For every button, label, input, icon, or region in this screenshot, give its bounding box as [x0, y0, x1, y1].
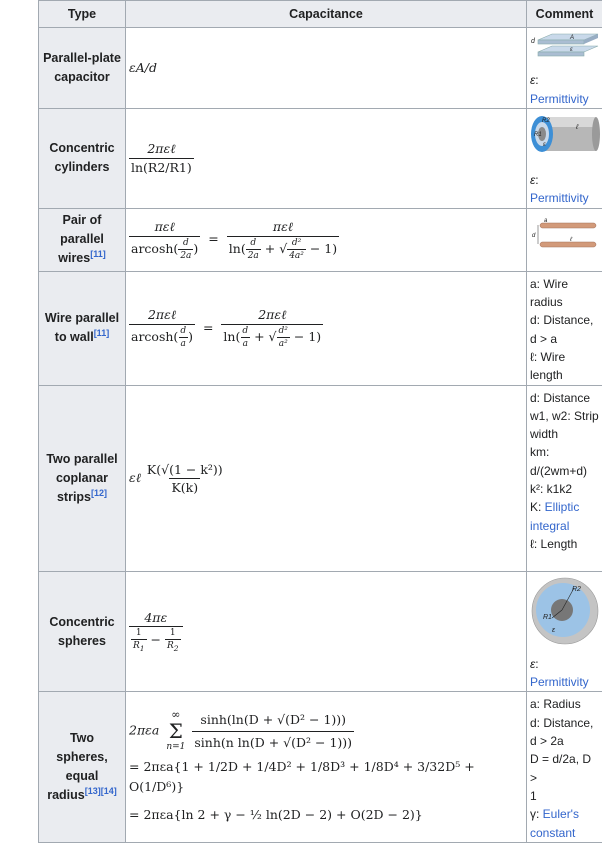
comment-line: a: Radius [530, 695, 599, 713]
comment-line: D = d/2a, D > [530, 750, 599, 787]
table-row [39, 692, 602, 842]
formula: 2πεℓ arcosh( $\frac{d}{a}$ ) = 2πεℓ ln( $\frac{d}{a}$ + √ $\frac{\text{d²}}{\text{a²}}$ − 1) [129, 320, 323, 335]
formula-numerator: K(√(1 − k²)) [145, 462, 225, 478]
type-label: Two spheres, [56, 731, 107, 764]
row-type-cell [39, 208, 126, 271]
type-label: cylinders [55, 160, 110, 174]
formula-numerator: 2πεℓ [256, 307, 288, 324]
comment-line: d > a [530, 330, 599, 348]
table-row [39, 571, 602, 692]
formula-denominator: K(k) [169, 478, 200, 495]
formula: εA/d [129, 60, 157, 75]
svg-text:R1: R1 [543, 614, 552, 621]
svg-text:R1: R1 [534, 132, 542, 138]
permittivity-link[interactable]: Permittivity [530, 191, 589, 205]
eulers-constant-link[interactable]: constant [530, 824, 599, 842]
formula: 4πε $\frac{1}{R_1}$ − $\frac{1}{R_2}$ [129, 610, 183, 653]
header-type: Type [39, 1, 126, 28]
formula-cell [126, 28, 527, 109]
formula-numerator: πεℓ [153, 219, 177, 236]
svg-text:ε: ε [552, 627, 556, 634]
table-row [39, 385, 602, 571]
svg-text:ℓ: ℓ [575, 124, 579, 131]
row-type-cell [39, 571, 126, 692]
comment-cell [527, 385, 602, 571]
type-label: Concentric [49, 615, 114, 629]
comment-line: a: Wire radius [530, 275, 599, 312]
elliptic-integral-link[interactable]: Elliptic [545, 500, 580, 514]
label-eps: ε [570, 47, 573, 53]
comment-cell [527, 271, 602, 385]
formula [129, 470, 225, 485]
type-label: Pair of parallel [60, 213, 104, 246]
comment-line: K: [530, 500, 545, 514]
formula-prefix: εℓ [129, 470, 141, 485]
formula-cell [126, 692, 527, 842]
table-row [39, 208, 602, 271]
formula-numerator: 2πεℓ [145, 141, 177, 158]
type-label: radius [47, 788, 85, 802]
formula-cell [126, 208, 527, 271]
comment-symbol: ε [530, 657, 535, 671]
formula-numerator: 4πε [142, 610, 169, 626]
formula-numerator: sinh(ln(D + √(D² − 1))) [198, 710, 348, 731]
row-type-cell [39, 28, 126, 109]
permittivity-link[interactable]: Permittivity [530, 92, 589, 106]
header-comment: Comment [527, 1, 602, 28]
formula-denominator: arcosh [131, 241, 173, 256]
formula-prefix: 2πεa [129, 723, 159, 738]
type-label: Two parallel [46, 452, 117, 466]
comment-cell [527, 692, 602, 842]
formula-denominator: arcosh [131, 329, 173, 344]
comment-line: d: Distance, [530, 311, 599, 329]
formula-line: = 2πεa{1 + 1/2D + 1/4D² + 1/8D³ + 1/8D⁴ + 3/32D⁵ + O(1/D⁶)} [129, 757, 523, 797]
comment-line: d: Distance, [530, 714, 599, 732]
type-label: Parallel-plate [43, 51, 121, 65]
row-type-cell [39, 271, 126, 385]
formula-line: 2πεa ∞ Σ n=1 $\frac{\text{sinh(ln(D + √(D² − 1)))}}{\text{sinh(n ln(D + √(D² − 1)))}}$ [129, 709, 523, 753]
svg-text:ε: ε [543, 142, 546, 148]
comment-line: 1 [530, 787, 599, 805]
reference-link[interactable]: [11] [90, 249, 106, 259]
type-label: Concentric [49, 141, 114, 155]
formula-cell [126, 571, 527, 692]
row-type-cell [39, 385, 126, 571]
type-label: Wire parallel [45, 311, 119, 325]
reference-link[interactable]: [11] [94, 328, 110, 338]
type-label: capacitor [54, 70, 110, 84]
svg-text:ℓ: ℓ [569, 236, 573, 243]
table-header-row [39, 1, 602, 28]
formula-numerator: πεℓ [271, 219, 295, 236]
type-label: wires [58, 251, 90, 265]
row-type-cell [39, 108, 126, 208]
type-label: coplanar [56, 471, 108, 485]
reference-link[interactable]: [12] [91, 487, 107, 497]
type-label: spheres [58, 634, 106, 648]
formula-denominator: ln(R2/R1) [129, 158, 194, 175]
parallel-plate-image [530, 32, 600, 60]
formula-denominator: ln [223, 329, 235, 344]
formula: πεℓ arcosh( $\frac{d}{2a}$ ) = πεℓ ln( $\frac{d}{2a}$ + √ $\frac{\text{d²}}{\text{4a²}}$ − 1) [129, 231, 339, 246]
svg-text:d: d [532, 233, 536, 239]
formula-cell [126, 385, 527, 571]
table-row [39, 271, 602, 385]
formula-line: = 2πεa{ln 2 + γ − ½ ln(2D − 2) + O(2D − 2)} [129, 805, 523, 825]
label-d: d [531, 38, 536, 45]
comment-line: ℓ: Length [530, 535, 599, 553]
comment-symbol: ε [530, 73, 535, 87]
comment-symbol: ε [530, 173, 535, 187]
formula-numerator: 2πεℓ [146, 307, 178, 324]
eulers-constant-link[interactable]: Euler's [543, 807, 579, 821]
concentric-cylinders-image [530, 113, 600, 155]
table-row [39, 28, 602, 109]
comment-line: ℓ: Wire [530, 348, 599, 366]
svg-text:R2: R2 [572, 586, 581, 593]
formula-denominator: ln [229, 241, 241, 256]
type-label: strips [57, 490, 91, 504]
permittivity-link[interactable]: Permittivity [530, 675, 589, 689]
type-label: to wall [55, 330, 94, 344]
comment-cell: R2 R1 ε ε: Permittivity [527, 571, 602, 692]
comment-line: d > 2a [530, 732, 599, 750]
type-label: equal [66, 769, 99, 783]
comment-cell: R2 R1 ε ℓ ε: Permittivity [527, 108, 602, 208]
comment-line: γ: [530, 807, 543, 821]
formula-denominator: sinh(n ln(D + √(D² − 1))) [192, 731, 354, 753]
svg-text:a: a [544, 218, 548, 224]
concentric-spheres-image [530, 576, 600, 646]
comment-line: length [530, 366, 599, 384]
comment-line: d: Distance [530, 389, 599, 407]
formula-cell [126, 108, 527, 208]
comment-line: width [530, 425, 599, 443]
elliptic-integral-link[interactable]: integral [530, 517, 599, 535]
comment-cell [527, 208, 602, 271]
comment-line: k²: k1k2 [530, 480, 599, 498]
reference-link[interactable]: [13][14] [85, 786, 117, 796]
comment-line: d/(2wm+d) [530, 462, 599, 480]
label-a: A [569, 35, 574, 41]
row-type-cell [39, 692, 126, 842]
header-capacitance: Capacitance [126, 1, 527, 28]
parallel-wires-image [530, 213, 600, 257]
comment-line: w1, w2: Strip [530, 407, 599, 425]
formula [129, 141, 194, 175]
table-row [39, 108, 602, 208]
comment-cell: d A ε ε: Permittivity [527, 28, 602, 109]
formula-cell [126, 271, 527, 385]
capacitance-table [38, 0, 602, 843]
comment-line: km: [530, 443, 599, 461]
svg-text:R2: R2 [542, 118, 550, 124]
